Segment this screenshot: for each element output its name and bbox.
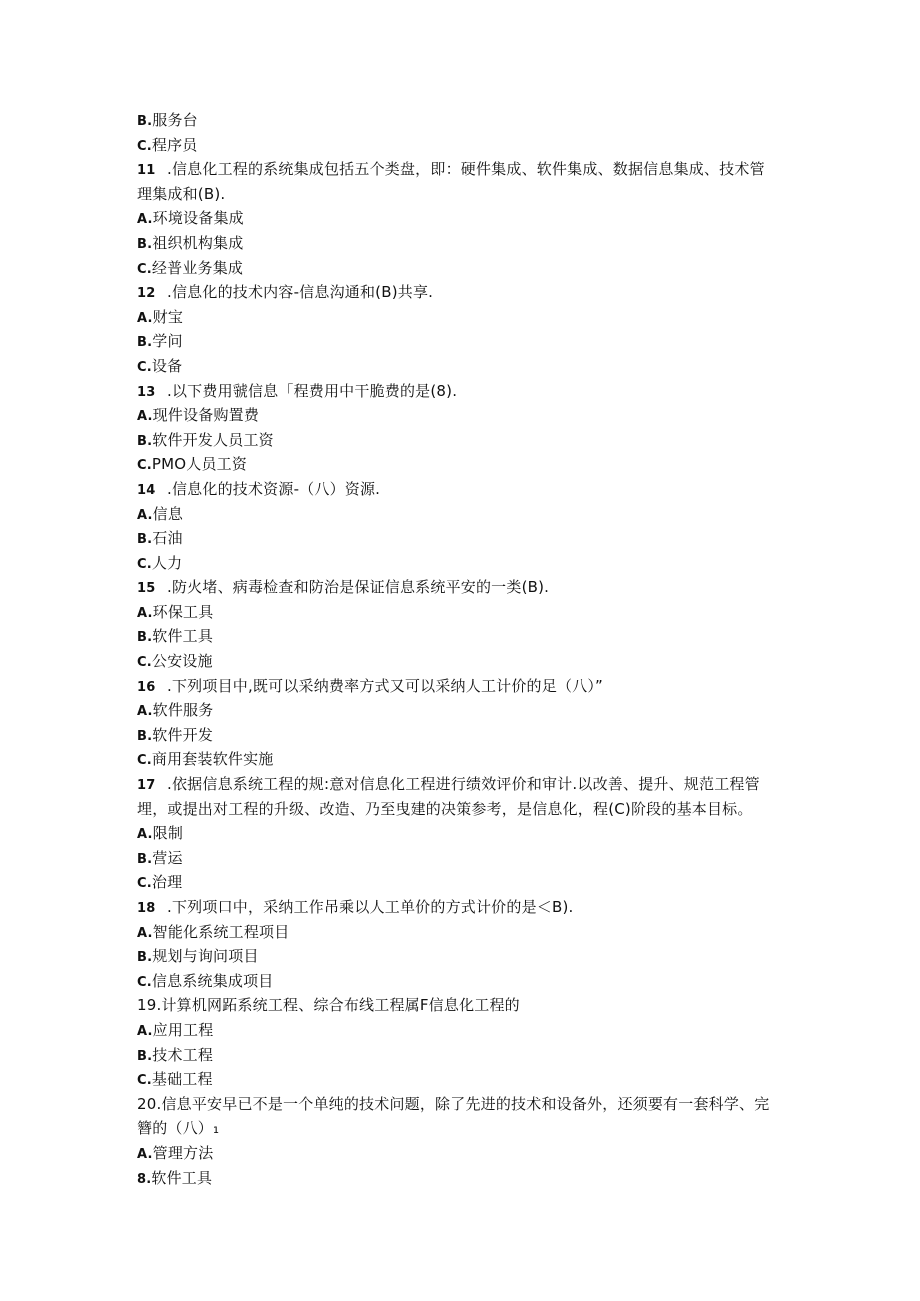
answer-option — [137, 698, 782, 723]
question-continuation — [137, 182, 782, 207]
answer-option — [137, 920, 782, 945]
option-letter: A. — [137, 1146, 153, 1162]
answer-option — [137, 1141, 782, 1166]
option-letter: B. — [137, 630, 153, 646]
option-text: 智能化系统工程项目 — [152, 922, 290, 941]
option-letter: B. — [137, 236, 153, 252]
answer-option — [137, 723, 782, 748]
option-letter: C. — [137, 359, 152, 375]
answer-option — [137, 846, 782, 871]
question-number: 17 — [137, 778, 156, 794]
question-number: 15 — [137, 581, 156, 597]
option-text: 商用套装软件实施 — [151, 750, 274, 769]
question-text: 20.信息平安早已不是一个单纯的技术问题，除了先进的技术和设备外，还须要有一套科学、完 — [137, 1094, 770, 1113]
option-letter: A. — [137, 827, 153, 843]
question-line — [137, 477, 782, 502]
question-list — [137, 108, 782, 1190]
answer-option — [137, 133, 782, 158]
option-letter: C. — [137, 876, 152, 892]
question-line — [137, 993, 782, 1018]
option-letter: B. — [137, 728, 153, 744]
question-continuation — [137, 797, 782, 822]
answer-option — [137, 649, 782, 674]
option-text: 规划与询问项目 — [152, 947, 259, 966]
answer-option — [137, 1043, 782, 1068]
option-text: 应用工程 — [152, 1020, 214, 1039]
option-letter: A. — [137, 605, 153, 621]
option-text: 信息 — [152, 504, 184, 523]
question-text: 19.计算机网跖系统工程、综合布线工程属F信息化工程的 — [137, 996, 520, 1015]
option-letter: C. — [137, 1073, 152, 1089]
answer-option — [137, 551, 782, 576]
answer-option — [137, 526, 782, 551]
answer-option — [137, 305, 782, 330]
option-letter: C. — [137, 138, 152, 154]
option-text: 环保工具 — [152, 602, 214, 621]
option-text: 祖织机构集成 — [152, 233, 244, 252]
option-letter: B. — [137, 114, 153, 129]
question-text: .下列项目中,既可以采纳费率方式又可以采纳人工计价的足（八）” — [167, 676, 604, 695]
option-letter: B. — [137, 433, 153, 449]
option-letter: A. — [137, 409, 153, 425]
question-number: 14 — [137, 482, 156, 498]
answer-option — [137, 502, 782, 527]
answer-option — [137, 821, 782, 846]
question-number: 18 — [137, 901, 156, 916]
question-text: .信息化工程的系统集成包括五个类盘，即：硬件集成、软件集成、数据信息集成、技术管 — [167, 160, 765, 179]
question-line — [137, 157, 782, 182]
option-text: 治理 — [151, 873, 183, 892]
answer-option — [137, 944, 782, 969]
question-text: .依据信息系统工程的规:意对信息化工程进行绩效评价和审计.以改善、提升、规范工程管 — [167, 775, 760, 794]
question-text: .防火堵、病毒检查和防治是保证信息系统平安的一类(B). — [167, 578, 550, 597]
answer-option — [137, 1067, 782, 1092]
option-text: 管理方法 — [152, 1143, 214, 1162]
question-number: 13 — [137, 384, 156, 400]
question-line — [137, 280, 782, 305]
option-letter: B. — [137, 851, 153, 867]
answer-option — [137, 969, 782, 994]
option-letter: C. — [137, 753, 152, 769]
answer-option — [137, 256, 782, 281]
option-letter: A. — [137, 1023, 153, 1039]
option-text: 石油 — [152, 529, 183, 548]
option-letter: A. — [137, 704, 153, 720]
option-letter: A. — [137, 925, 153, 941]
question-text: 理集成和(B). — [137, 184, 226, 203]
option-letter: B. — [137, 335, 153, 351]
question-line — [137, 772, 782, 797]
option-text: PMO人员工资 — [151, 455, 248, 474]
option-letter: C. — [137, 556, 152, 572]
question-number: 11 — [137, 163, 156, 179]
option-text: 基础工程 — [151, 1070, 213, 1089]
option-text: 环境设备集成 — [152, 209, 244, 228]
question-text: .下列项口中，采纳工作吊乘以人工单价的方式计价的是＜B). — [167, 898, 574, 916]
question-text: .信息化的技术内容-信息沟通和(B)共享. — [167, 283, 434, 302]
answer-option — [137, 600, 782, 625]
answer-option — [137, 231, 782, 256]
answer-option — [137, 1166, 782, 1191]
question-line — [137, 1092, 782, 1117]
option-text: 软件工具 — [151, 1168, 213, 1187]
question-number: 16 — [137, 679, 156, 695]
answer-option — [137, 624, 782, 649]
option-text: 学问 — [152, 332, 183, 351]
option-letter: B. — [137, 532, 153, 548]
option-text: 人力 — [151, 553, 183, 572]
option-text: 软件服务 — [152, 701, 214, 720]
answer-option — [137, 206, 782, 231]
question-text: .以下费用虢信息「程费用中干脆费的是(8). — [167, 381, 458, 400]
question-text: .信息化的技术资源-（八）资源. — [167, 479, 381, 498]
option-text: 程序员 — [151, 135, 198, 154]
option-letter: B. — [137, 1048, 153, 1064]
question-number: 12 — [137, 286, 156, 302]
question-line — [137, 895, 782, 920]
answer-option — [137, 1018, 782, 1043]
answer-option — [137, 428, 782, 453]
question-line — [137, 575, 782, 600]
option-text: 限制 — [152, 824, 184, 843]
question-text: 簪的（八）₁ — [137, 1119, 220, 1138]
answer-option — [137, 403, 782, 428]
answer-option — [137, 108, 782, 133]
option-text: 营运 — [152, 848, 183, 867]
option-text: 服务台 — [152, 111, 198, 129]
option-text: 软件开发 — [152, 725, 214, 744]
option-text: 技术工程 — [152, 1045, 214, 1064]
answer-option — [137, 354, 782, 379]
option-letter: A. — [137, 212, 153, 228]
option-letter: C. — [137, 974, 152, 990]
question-text: 埋，或提出对工程的升级、改造、乃至曳建的决策参考，是信息化，程(C)阶段的基本目标。 — [137, 799, 753, 818]
option-letter: C. — [137, 261, 152, 277]
option-text: 经普业务集成 — [151, 258, 244, 277]
option-text: 软件开发人员工资 — [152, 430, 274, 449]
option-letter: A. — [137, 507, 153, 523]
option-text: 软件工具 — [152, 627, 214, 646]
option-text: 设备 — [151, 356, 183, 375]
option-letter: B. — [137, 950, 153, 966]
option-text: 公安设施 — [151, 652, 213, 671]
option-letter: C. — [137, 655, 152, 671]
option-text: 信息系统集成项目 — [151, 971, 274, 990]
answer-option — [137, 329, 782, 354]
question-line — [137, 379, 782, 404]
answer-option — [137, 747, 782, 772]
option-letter: C. — [137, 458, 152, 474]
option-text: 财宝 — [152, 307, 184, 326]
option-letter: 8. — [137, 1171, 152, 1187]
option-text: 现件设备购置费 — [152, 406, 260, 425]
answer-option — [137, 452, 782, 477]
question-continuation — [137, 1116, 782, 1141]
question-line — [137, 674, 782, 699]
answer-option — [137, 870, 782, 895]
option-letter: A. — [137, 310, 153, 326]
